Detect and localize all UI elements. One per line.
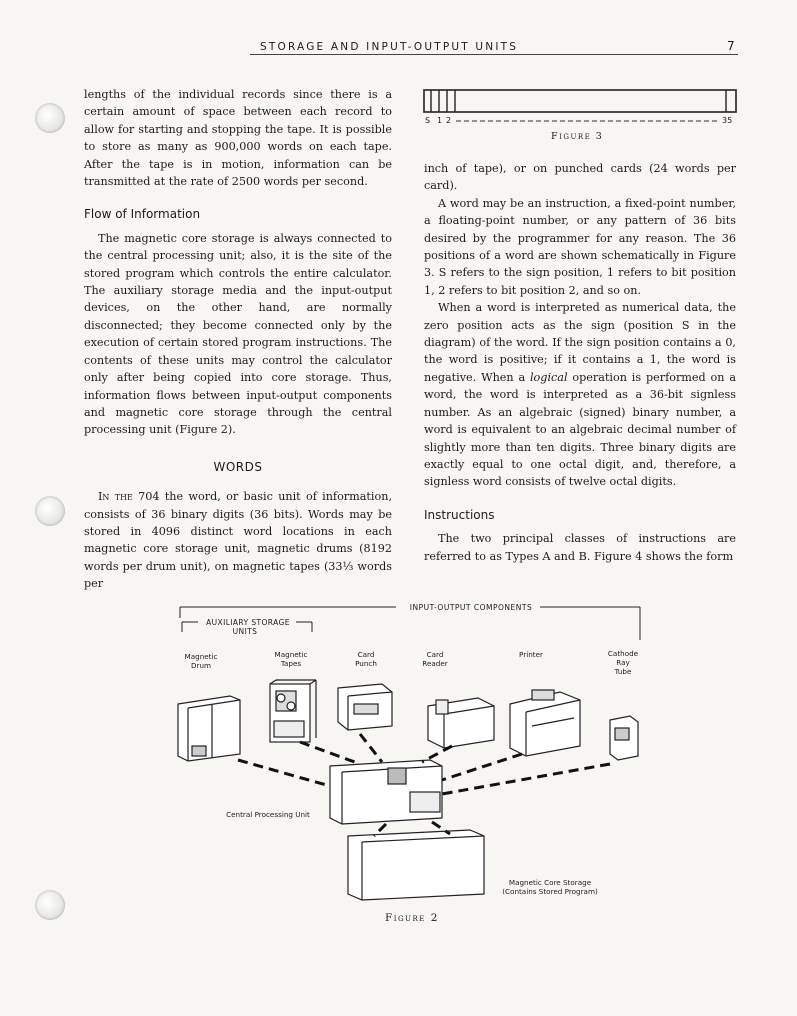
paragraph-sign-position	[424, 299, 736, 490]
punch-hole-bottom	[35, 890, 65, 920]
running-header: STORAGE AND INPUT-OUTPUT UNITS	[260, 41, 519, 53]
label-card-reader-2: Reader	[422, 659, 448, 668]
figure-2-diagram	[160, 596, 660, 916]
label-crt-2: Ray	[616, 658, 630, 667]
label-aux-storage: AUXILIARY STORAGE	[206, 618, 290, 627]
cpu-illustration	[330, 760, 442, 824]
heading-words: WORDS	[213, 459, 263, 474]
left-column	[84, 86, 392, 593]
crt-illustration	[610, 716, 638, 760]
label-magnetic-tapes-2: Tapes	[280, 659, 302, 668]
label-printer: Printer	[519, 650, 543, 659]
label-core-storage-1: Magnetic Core Storage	[508, 878, 592, 887]
label-io-components: INPUT-OUTPUT COMPONENTS	[409, 603, 533, 612]
card-reader-illustration	[428, 698, 494, 748]
paragraph-instructions: The two principal classes of instructions are referred to as Types A and B. Figure 4 shows the form	[424, 532, 736, 563]
fig3-label-35: 35	[722, 116, 733, 125]
fig3-label-s: S	[425, 116, 431, 125]
heading-flow-of-information: Flow of Information	[84, 207, 201, 222]
label-core-storage-2: (Contains Stored Program)	[502, 887, 598, 896]
label-card-reader-1: Card	[426, 650, 444, 659]
paragraph-words-body: 704 the word, or basic unit of information, consists of 36 binary digits (36 bits). Words may be stored in 4096 distinct word locations in each magnetic core storage unit, magnetic drums (8192 words per drum unit), on magnetic tapes (33⅓ words per	[84, 490, 392, 591]
figure-2-caption: Figure 2	[385, 912, 439, 924]
label-magnetic-tapes-1: Magnetic	[274, 650, 308, 659]
paragraph-word-definition: A word may be an instruction, a fixed-point number, a floating-point number, or any pattern of 36 bits desired by the programmer for any reason. The 36 positions of a word are shown schematically in Figure 3. S refers to the sign position, 1 refers to bit position 1, 2 refers to bit position 2, and so on.	[424, 196, 736, 297]
label-crt-3: Tube	[614, 667, 632, 676]
label-magnetic-drum-2: Drum	[190, 661, 212, 670]
label-card-punch-2: Punch	[355, 659, 377, 668]
punch-hole-middle	[35, 496, 65, 526]
printer-illustration	[510, 690, 580, 756]
label-magnetic-drum-1: Magnetic	[184, 652, 218, 661]
paragraph-tape-cards: inch of tape), or on punched cards (24 words per card).	[424, 162, 736, 193]
punch-hole-top	[35, 103, 65, 133]
label-card-punch-1: Card	[357, 650, 375, 659]
label-crt-1: Cathode	[607, 649, 639, 658]
page-number: 7	[727, 39, 735, 53]
magnetic-tapes-illustration	[270, 680, 316, 742]
header-rule	[250, 54, 738, 55]
figure-3-word-diagram	[420, 86, 742, 132]
card-punch-illustration	[338, 684, 392, 730]
fig3-label-2: 2	[446, 116, 452, 125]
right-column	[424, 160, 736, 565]
label-aux-units: UNITS	[232, 627, 258, 636]
paragraph-record-lengths: lengths of the individual records since there is a certain amount of space between each record to allow for starting and stopping the tape. It is possible to store as many as 900,000 words on each tape. After the tape is in motion, information can be transmitted at the rate of 2500 words per second.	[84, 88, 392, 189]
paragraph-words	[84, 488, 392, 592]
paragraph-flow: The magnetic core storage is always connected to the central processing unit; also, it is the site of the stored program which controls the entire calculator. The auxiliary storage media and the input-output devices, on the other hand, are normally disconnected; they become connected only by the execution of certain stored program instructions. The contents of these units may control the calculator only after being copied into core storage. Thus, information flows between input-output components and magnetic core storage through the central processing unit (Figure 2).	[84, 231, 392, 437]
paragraph-sign-b: operation is performed on a word, the word is interpreted as a 36-bit signless number. As an algebraic (signed) binary number, a word is equivalent to an algebraic decimal number of slightly more than ten digits. Three binary digits are exactly equal to one octal digit, and, therefore, a signless word consists of twelve octal digits.	[424, 370, 736, 489]
fig3-label-1: 1	[437, 116, 443, 125]
label-cpu: Central Processing Unit	[226, 810, 310, 819]
lead-in-words: In the	[98, 490, 133, 504]
figure-3-caption: Figure 3	[551, 131, 604, 142]
paragraph-sign-a: When a word is interpreted as numerical data, the zero position acts as the sign (position S in the diagram) of the word. If the sign position contains a 0, the word is positive; if it contains a 1, the word is negative. When a	[424, 301, 736, 384]
core-storage-illustration	[348, 830, 484, 900]
emphasis-logical: logical	[529, 370, 568, 384]
heading-instructions: Instructions	[424, 507, 495, 522]
magnetic-drum-illustration	[178, 696, 240, 761]
